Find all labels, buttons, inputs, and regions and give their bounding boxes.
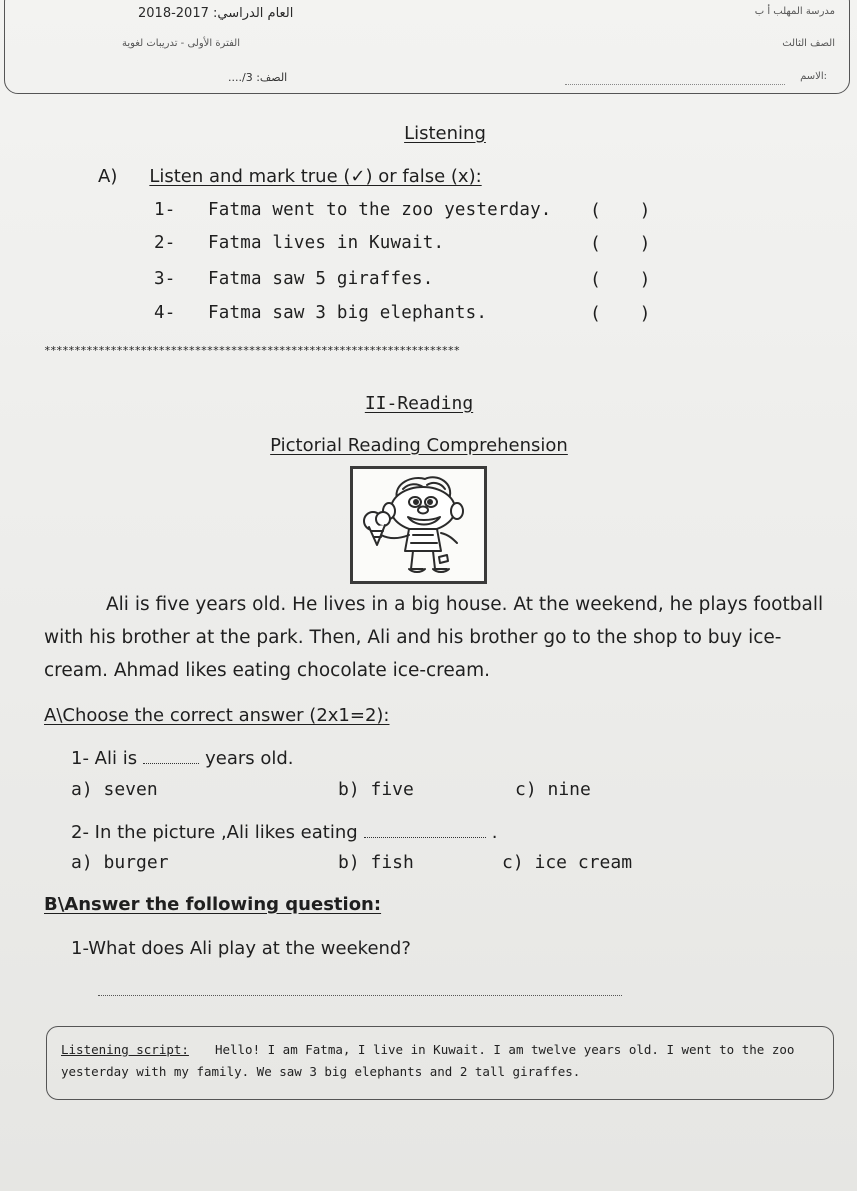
q1-option-c[interactable]: c) nine bbox=[515, 779, 591, 800]
listening-title: Listening bbox=[404, 123, 486, 144]
year-label: 2018-2017 :العام الدراسي bbox=[138, 6, 294, 21]
q1-blank[interactable] bbox=[143, 763, 199, 764]
part-b-question: 1-What does Ali play at the weekend? bbox=[71, 938, 411, 959]
tf-answer-box[interactable]: ( ) bbox=[590, 233, 665, 254]
tf-answer-box[interactable]: ( ) bbox=[590, 200, 665, 221]
passage-text: Ali is five years old. He lives in a big house. At the weekend, he plays football with his brother at the park. Then, Ali and his brother go to the shop to buy ice-cream. Ahmad likes eating chocolate ice-cream. bbox=[44, 594, 824, 681]
tf-text: Fatma went to the zoo yesterday. bbox=[208, 200, 552, 220]
name-label: :الاسم bbox=[800, 71, 827, 82]
q2-blank[interactable] bbox=[364, 837, 486, 838]
q1-option-b[interactable]: b) five bbox=[338, 779, 414, 800]
tf-item bbox=[154, 233, 444, 253]
section-letter: A) bbox=[98, 166, 118, 187]
script-text: Hello! I am Fatma, I live in Kuwait. I am twelve years old. I went to the zoo yesterday with my family. We saw 3 big elephants and 2 tall giraffes. bbox=[61, 1042, 795, 1079]
cartoon-picture bbox=[350, 466, 487, 584]
q1-before: 1- Ali is bbox=[71, 748, 138, 769]
tf-item bbox=[154, 303, 487, 323]
name-blank[interactable] bbox=[565, 84, 785, 85]
grade-label: الصف الثالث bbox=[782, 38, 835, 49]
part-b-heading: B\Answer the following question: bbox=[44, 894, 382, 915]
q2-option-a[interactable]: a) burger bbox=[71, 852, 169, 873]
q1-option-a[interactable]: a) seven bbox=[71, 779, 158, 800]
school-label: مدرسة المهلب أ ب bbox=[754, 6, 835, 17]
tf-text: Fatma saw 3 big elephants. bbox=[208, 303, 488, 323]
tf-num: 4- bbox=[154, 303, 176, 323]
instruction-text: Listen and mark true (✓) or false (x): bbox=[149, 166, 482, 187]
listening-script-box bbox=[46, 1026, 834, 1100]
q2-option-b[interactable]: b) fish bbox=[338, 852, 414, 873]
q2-before: 2- In the picture ,Ali likes eating bbox=[71, 822, 358, 843]
question-2 bbox=[71, 822, 497, 843]
script-label: Listening script: bbox=[61, 1042, 189, 1057]
tf-item bbox=[154, 200, 552, 220]
listening-instruction bbox=[98, 166, 482, 187]
class-label: ..../3 :الصف bbox=[228, 71, 288, 84]
question-1 bbox=[71, 748, 294, 769]
term-label: الفترة الأولى - تدريبات لغوية bbox=[122, 38, 240, 49]
tf-num: 3- bbox=[154, 269, 176, 289]
tf-num: 2- bbox=[154, 233, 176, 253]
reading-title: II-Reading bbox=[364, 393, 474, 414]
section-divider: ********************************************************************* bbox=[44, 344, 460, 357]
tf-text: Fatma lives in Kuwait. bbox=[208, 233, 445, 253]
tf-answer-box[interactable]: ( ) bbox=[590, 269, 665, 290]
pictorial-subtitle: Pictorial Reading Comprehension bbox=[270, 435, 568, 456]
q2-after: . bbox=[491, 822, 498, 843]
answer-blank[interactable] bbox=[98, 995, 622, 996]
tf-answer-box[interactable]: ( ) bbox=[590, 303, 665, 324]
tf-num: 1- bbox=[154, 200, 176, 220]
q2-option-c[interactable]: c) ice cream bbox=[502, 852, 633, 873]
tf-item bbox=[154, 269, 433, 289]
reading-passage bbox=[44, 588, 824, 687]
tf-text: Fatma saw 5 giraffes. bbox=[208, 269, 434, 289]
q1-after: years old. bbox=[205, 748, 294, 769]
boy-with-ice-cream-illustration bbox=[353, 469, 484, 581]
part-a-heading: A\Choose the correct answer (2x1=2): bbox=[44, 705, 390, 726]
